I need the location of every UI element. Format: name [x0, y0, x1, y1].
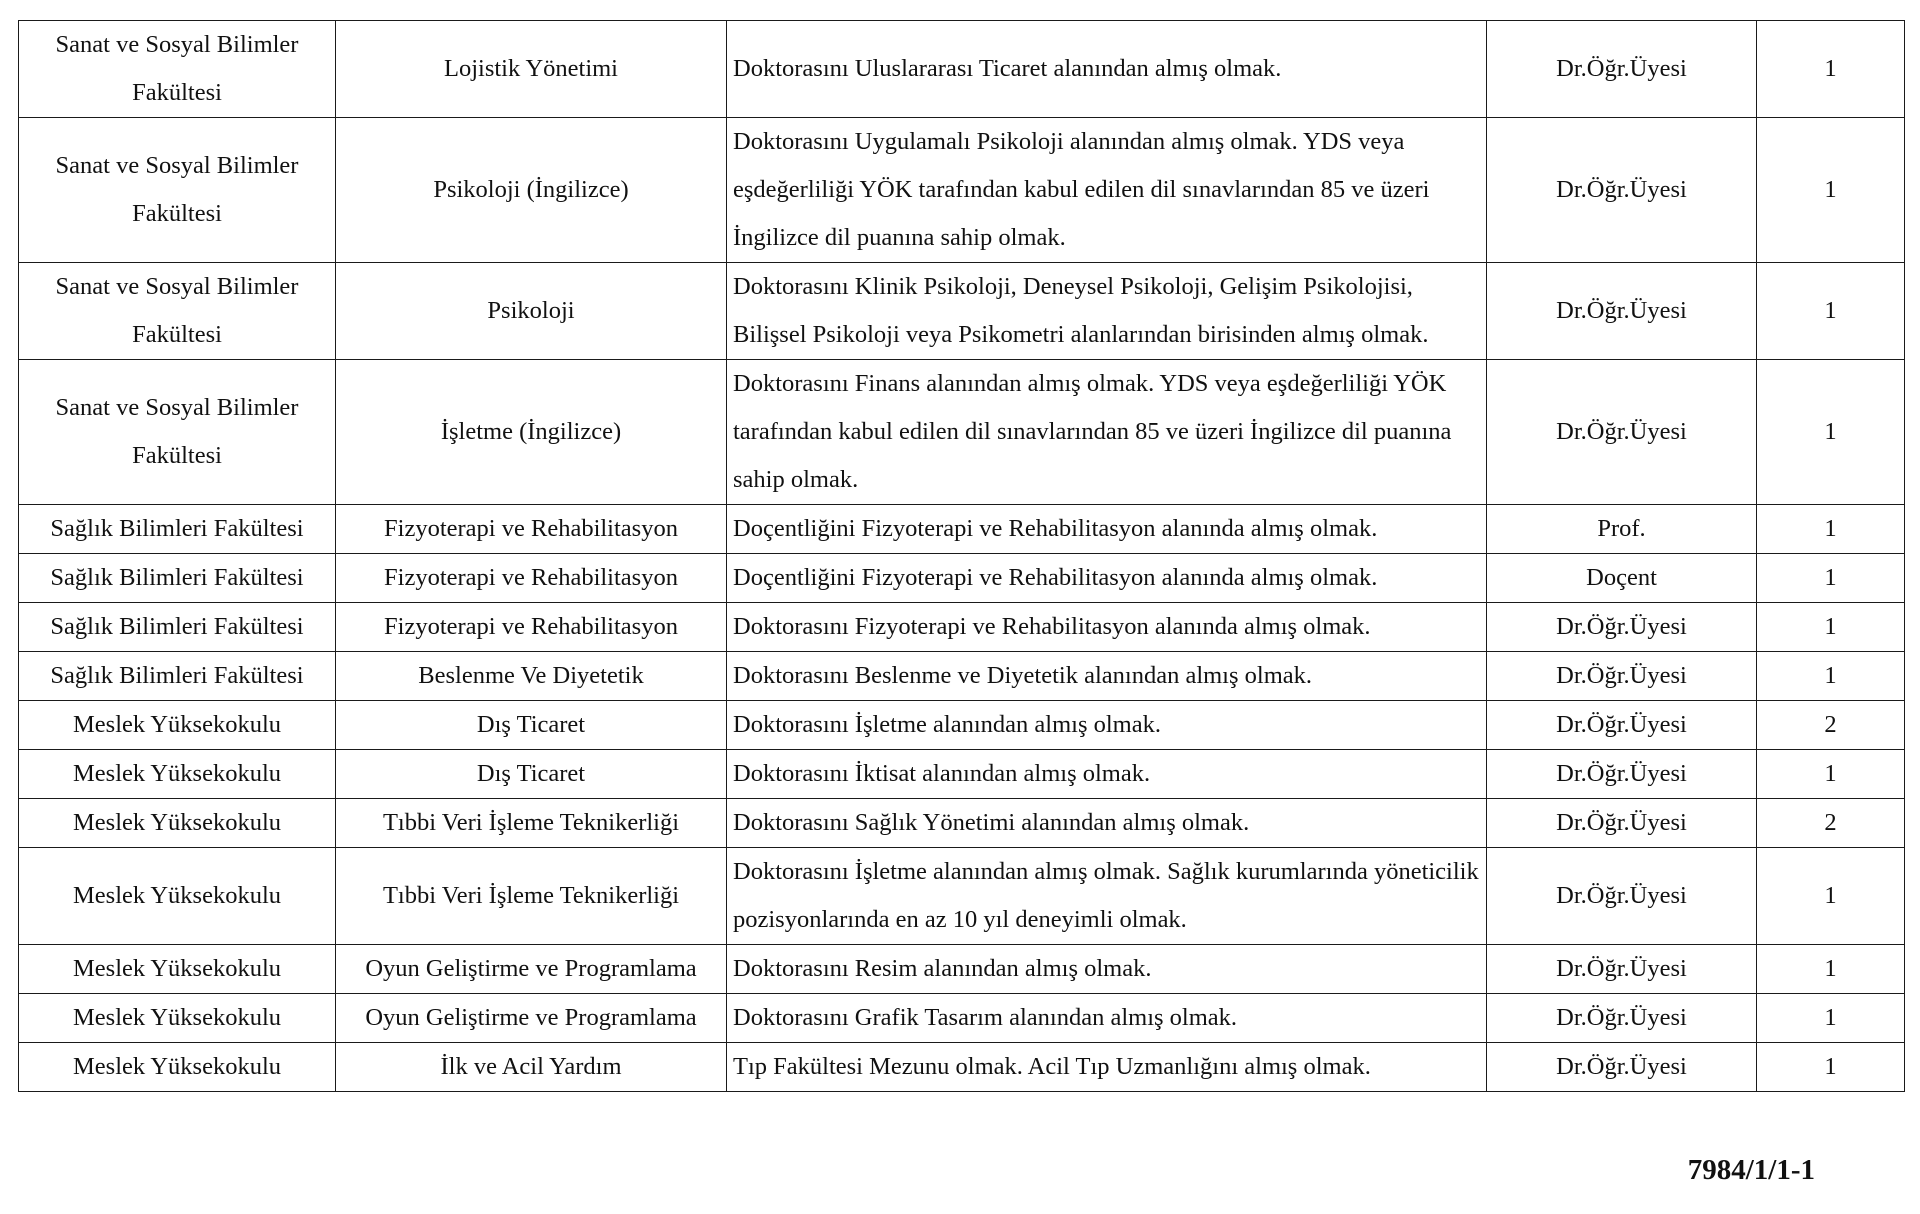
academic-title-cell: Dr.Öğr.Üyesi	[1487, 603, 1757, 652]
academic-title-cell: Dr.Öğr.Üyesi	[1487, 799, 1757, 848]
faculty-cell: Meslek Yüksekokulu	[19, 945, 336, 994]
positions-table-body	[19, 21, 1905, 1092]
faculty-cell: Sanat ve Sosyal Bilimler Fakültesi	[19, 118, 336, 263]
position-count-cell: 1	[1757, 603, 1905, 652]
table-row	[19, 750, 1905, 799]
position-count-cell: 1	[1757, 945, 1905, 994]
position-count-cell: 1	[1757, 652, 1905, 701]
table-row	[19, 603, 1905, 652]
faculty-cell: Meslek Yüksekokulu	[19, 799, 336, 848]
department-cell: Tıbbi Veri İşleme Teknikerliği	[336, 848, 727, 945]
table-row	[19, 554, 1905, 603]
faculty-cell: Sanat ve Sosyal Bilimler Fakültesi	[19, 263, 336, 360]
department-cell: Psikoloji	[336, 263, 727, 360]
position-count-cell: 1	[1757, 848, 1905, 945]
table-row	[19, 118, 1905, 263]
table-row	[19, 360, 1905, 505]
requirement-cell: Tıp Fakültesi Mezunu olmak. Acil Tıp Uzmanlığını almış olmak.	[727, 1043, 1487, 1092]
faculty-cell: Sanat ve Sosyal Bilimler Fakültesi	[19, 21, 336, 118]
faculty-cell: Sağlık Bilimleri Fakültesi	[19, 652, 336, 701]
table-row	[19, 263, 1905, 360]
position-count-cell: 1	[1757, 994, 1905, 1043]
table-row	[19, 652, 1905, 701]
requirement-cell: Doktorasını İşletme alanından almış olmak.	[727, 701, 1487, 750]
academic-title-cell: Prof.	[1487, 505, 1757, 554]
academic-title-cell: Dr.Öğr.Üyesi	[1487, 848, 1757, 945]
position-count-cell: 2	[1757, 799, 1905, 848]
academic-title-cell: Dr.Öğr.Üyesi	[1487, 263, 1757, 360]
academic-title-cell: Dr.Öğr.Üyesi	[1487, 360, 1757, 505]
position-count-cell: 1	[1757, 750, 1905, 799]
faculty-cell: Sağlık Bilimleri Fakültesi	[19, 603, 336, 652]
table-row	[19, 701, 1905, 750]
academic-title-cell: Dr.Öğr.Üyesi	[1487, 994, 1757, 1043]
department-cell: Fizyoterapi ve Rehabilitasyon	[336, 554, 727, 603]
academic-title-cell: Dr.Öğr.Üyesi	[1487, 118, 1757, 263]
department-cell: Beslenme Ve Diyetetik	[336, 652, 727, 701]
department-cell: İlk ve Acil Yardım	[336, 1043, 727, 1092]
requirement-cell: Doktorasını Uluslararası Ticaret alanından almış olmak.	[727, 21, 1487, 118]
position-count-cell: 1	[1757, 118, 1905, 263]
faculty-cell: Sanat ve Sosyal Bilimler Fakültesi	[19, 360, 336, 505]
position-count-cell: 1	[1757, 554, 1905, 603]
requirement-cell: Doktorasını Beslenme ve Diyetetik alanından almış olmak.	[727, 652, 1487, 701]
faculty-cell: Meslek Yüksekokulu	[19, 701, 336, 750]
requirement-cell: Doktorasını Fizyoterapi ve Rehabilitasyon alanında almış olmak.	[727, 603, 1487, 652]
requirement-cell: Doktorasını Uygulamalı Psikoloji alanından almış olmak. YDS veya eşdeğerliliği YÖK tarafından kabul edilen dil sınavlarından 85 ve üzeri İngilizce dil puanına sahip olmak.	[727, 118, 1487, 263]
requirement-cell: Doktorasını Sağlık Yönetimi alanından almış olmak.	[727, 799, 1487, 848]
department-cell: Fizyoterapi ve Rehabilitasyon	[336, 505, 727, 554]
requirement-cell: Doktorasını Finans alanından almış olmak. YDS veya eşdeğerliliği YÖK tarafından kabul edilen dil sınavlarından 85 ve üzeri İngilizce dil puanına sahip olmak.	[727, 360, 1487, 505]
position-count-cell: 1	[1757, 505, 1905, 554]
position-count-cell: 1	[1757, 1043, 1905, 1092]
faculty-cell: Sağlık Bilimleri Fakültesi	[19, 505, 336, 554]
department-cell: Fizyoterapi ve Rehabilitasyon	[336, 603, 727, 652]
academic-title-cell: Dr.Öğr.Üyesi	[1487, 701, 1757, 750]
faculty-cell: Meslek Yüksekokulu	[19, 848, 336, 945]
position-count-cell: 1	[1757, 21, 1905, 118]
position-count-cell: 1	[1757, 360, 1905, 505]
table-row	[19, 21, 1905, 118]
department-cell: Oyun Geliştirme ve Programlama	[336, 994, 727, 1043]
academic-title-cell: Doçent	[1487, 554, 1757, 603]
requirement-cell: Doktorasını Grafik Tasarım alanından almış olmak.	[727, 994, 1487, 1043]
academic-title-cell: Dr.Öğr.Üyesi	[1487, 750, 1757, 799]
department-cell: İşletme (İngilizce)	[336, 360, 727, 505]
positions-table	[18, 20, 1905, 1092]
academic-title-cell: Dr.Öğr.Üyesi	[1487, 1043, 1757, 1092]
requirement-cell: Doktorasını Klinik Psikoloji, Deneysel Psikoloji, Gelişim Psikolojisi, Bilişsel Psikoloji veya Psikometri alanlarından birisinden almış olmak.	[727, 263, 1487, 360]
table-row	[19, 848, 1905, 945]
table-row	[19, 505, 1905, 554]
academic-title-cell: Dr.Öğr.Üyesi	[1487, 652, 1757, 701]
requirement-cell: Doktorasını İşletme alanından almış olmak. Sağlık kurumlarında yöneticilik pozisyonlarında en az 10 yıl deneyimli olmak.	[727, 848, 1487, 945]
table-row	[19, 1043, 1905, 1092]
department-cell: Dış Ticaret	[336, 750, 727, 799]
table-row	[19, 945, 1905, 994]
academic-title-cell: Dr.Öğr.Üyesi	[1487, 945, 1757, 994]
department-cell: Lojistik Yönetimi	[336, 21, 727, 118]
department-cell: Tıbbi Veri İşleme Teknikerliği	[336, 799, 727, 848]
requirement-cell: Doktorasını İktisat alanından almış olmak.	[727, 750, 1487, 799]
table-row	[19, 799, 1905, 848]
requirement-cell: Doçentliğini Fizyoterapi ve Rehabilitasyon alanında almış olmak.	[727, 554, 1487, 603]
faculty-cell: Meslek Yüksekokulu	[19, 1043, 336, 1092]
department-cell: Psikoloji (İngilizce)	[336, 118, 727, 263]
requirement-cell: Doktorasını Resim alanından almış olmak.	[727, 945, 1487, 994]
table-row	[19, 994, 1905, 1043]
academic-title-cell: Dr.Öğr.Üyesi	[1487, 21, 1757, 118]
faculty-cell: Meslek Yüksekokulu	[19, 994, 336, 1043]
position-count-cell: 2	[1757, 701, 1905, 750]
faculty-cell: Sağlık Bilimleri Fakültesi	[19, 554, 336, 603]
requirement-cell: Doçentliğini Fizyoterapi ve Rehabilitasyon alanında almış olmak.	[727, 505, 1487, 554]
position-count-cell: 1	[1757, 263, 1905, 360]
department-cell: Dış Ticaret	[336, 701, 727, 750]
faculty-cell: Meslek Yüksekokulu	[19, 750, 336, 799]
department-cell: Oyun Geliştirme ve Programlama	[336, 945, 727, 994]
document-number: 7984/1/1-1	[1687, 1154, 1815, 1186]
